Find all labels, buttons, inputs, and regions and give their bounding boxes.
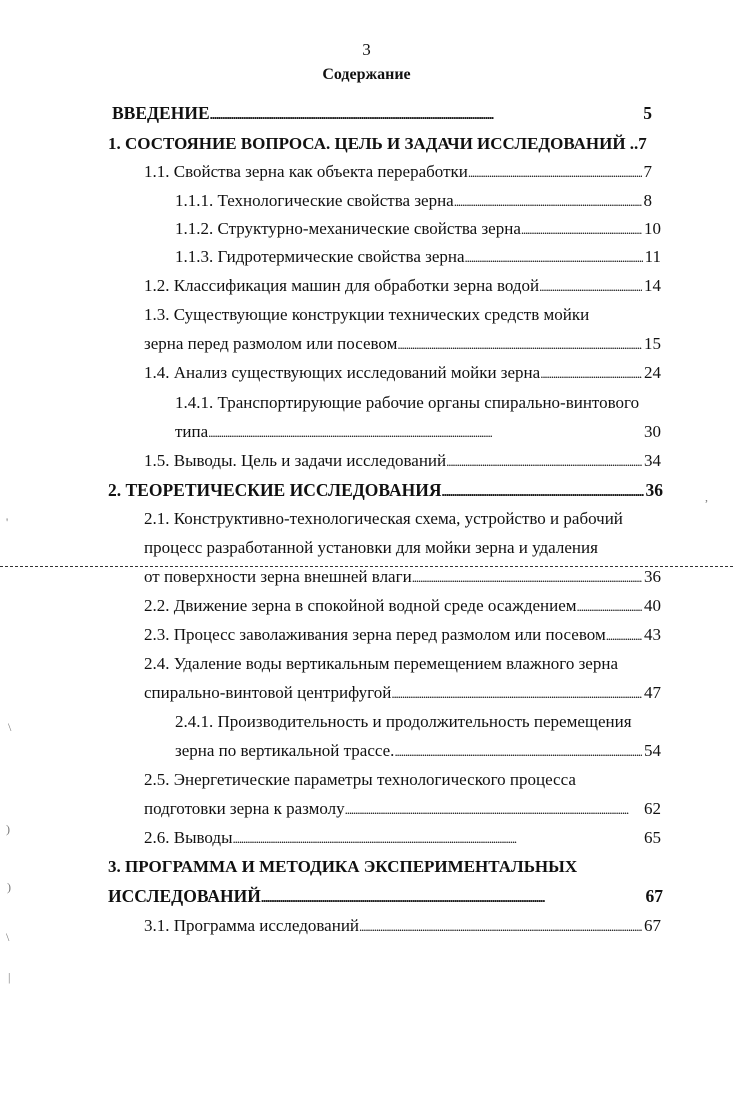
toc-chapter-3-line1[interactable]: 3. ПРОГРАММА И МЕТОДИКА ЭКСПЕРИМЕНТАЛЬНЫХ [108, 857, 578, 876]
toc-entry-1-3-line1[interactable]: 1.3. Существующие конструкции технических средств мойки [144, 305, 590, 324]
scan-speck: , [705, 490, 708, 504]
toc-entry-title: 3.1. Программа исследований [144, 916, 360, 935]
toc-page-number: 30 [644, 422, 661, 441]
toc-page-number: 15 [644, 334, 661, 353]
toc-page-number: 36 [645, 480, 663, 500]
toc-page-number: 62 [644, 799, 661, 818]
dot-leader [446, 449, 642, 474]
dot-leader [394, 739, 642, 764]
toc-entry-2-5-line1[interactable]: 2.5. Энергетические параметры технологического процесса [144, 770, 576, 789]
dot-leader [521, 217, 642, 242]
dot-leader [261, 884, 644, 910]
toc-page-number: 7 [643, 162, 652, 181]
toc-entry-1-2[interactable] [144, 274, 661, 298]
scan-speck: | [8, 970, 11, 984]
toc-entry-1-1-2[interactable] [175, 217, 661, 241]
dot-leader [468, 160, 642, 185]
toc-entry-1-1[interactable] [144, 160, 652, 184]
toc-page-number: 14 [644, 276, 661, 295]
toc-page-number: 36 [644, 567, 661, 586]
toc-entry-title: 1.2. Классификация машин для обработки зерна водой [144, 276, 540, 295]
dot-leader [345, 797, 642, 822]
toc-entry-title: ВВЕДЕНИЕ [112, 103, 210, 123]
toc-entry-1-1-1[interactable] [175, 189, 652, 213]
page-title: Содержание [322, 66, 411, 83]
toc-entry-title: 1.5. Выводы. Цель и задачи исследований [144, 451, 447, 470]
toc-entry-title: ИССЛЕДОВАНИЙ [108, 886, 261, 906]
dot-leader [210, 101, 642, 127]
toc-entry-2-4-1[interactable] [175, 739, 661, 763]
toc-entry-1-3[interactable] [144, 332, 661, 356]
toc-page-number: 5 [643, 103, 652, 123]
toc-entry-2-3[interactable] [144, 623, 661, 647]
toc-page-number: 54 [644, 741, 661, 760]
scan-speck: \ [6, 930, 10, 944]
toc-chapter-2[interactable] [108, 478, 663, 502]
toc-entry-1-4-1[interactable] [175, 420, 661, 444]
toc-page-number: 8 [643, 191, 652, 210]
dot-leader [397, 332, 642, 357]
dot-leader [412, 565, 642, 590]
dot-leader [233, 826, 642, 851]
toc-entry-title: подготовки зерна к размолу [144, 799, 345, 818]
toc-page-number: 34 [644, 451, 661, 470]
toc-entry-intro[interactable] [112, 101, 652, 125]
scan-speck: ) [7, 880, 11, 894]
dot-leader [465, 245, 643, 270]
page-number: 3 [362, 40, 371, 59]
toc-entry-title: типа [175, 422, 209, 441]
toc-entry-title: спирально-винтовой центрифугой [144, 683, 392, 702]
toc-entry-2-2[interactable] [144, 594, 661, 618]
toc-entry-2-1-line1[interactable]: 2.1. Конструктивно-технологическая схема, устройство и рабочий [144, 509, 623, 528]
toc-entry-title: 2.2. Движение зерна в спокойной водной среде осаждением [144, 596, 577, 615]
toc-entry-2-4-1-line1[interactable]: 2.4.1. Производительность и продолжительность перемещения [175, 712, 632, 731]
toc-page-number: 11 [644, 247, 661, 266]
toc-page-number: 47 [644, 683, 661, 702]
toc-page-number: 43 [644, 625, 661, 644]
toc-entry-2-4-line1[interactable]: 2.4. Удаление воды вертикальным перемещением влажного зерна [144, 654, 618, 673]
scan-speck: ) [6, 822, 10, 836]
dot-leader [391, 681, 642, 706]
toc-entry-2-1[interactable] [144, 565, 661, 589]
toc-page-number: 67 [645, 886, 663, 906]
dot-leader [577, 594, 642, 619]
toc-page-number: 24 [644, 363, 661, 382]
scan-speck: ' [6, 515, 9, 529]
dot-leader [454, 189, 642, 214]
toc-chapter-3[interactable] [108, 884, 663, 908]
dot-leader [208, 420, 642, 445]
toc-page-number: 65 [644, 828, 661, 847]
toc-entry-title: 2. ТЕОРЕТИЧЕСКИЕ ИССЛЕДОВАНИЯ [108, 480, 442, 500]
toc-entry-title: зерна перед размолом или посевом [144, 334, 398, 353]
toc-entry-1-4-1-line1[interactable]: 1.4.1. Транспортирующие рабочие органы спирально-винтового [175, 393, 640, 412]
toc-entry-title: 1.1.1. Технологические свойства зерна [175, 191, 454, 210]
toc-entry-title: 1.4. Анализ существующих исследований мойки зерна [144, 363, 541, 382]
toc-entry-title: 1.1.3. Гидротермические свойства зерна [175, 247, 465, 266]
toc-entry-1-4[interactable] [144, 361, 661, 385]
toc-page-number: 67 [644, 916, 661, 935]
toc-entry-3-1[interactable] [144, 914, 661, 938]
toc-entry-title: зерна по вертикальной трассе. [175, 741, 395, 760]
dot-leader [359, 914, 642, 939]
toc-entry-2-4[interactable] [144, 681, 661, 705]
dot-leader [539, 274, 642, 299]
toc-entry-1-1-3[interactable] [175, 245, 661, 269]
toc-chapter-1[interactable]: 1. СОСТОЯНИЕ ВОПРОСА. ЦЕЛЬ И ЗАДАЧИ ИССЛЕДОВАНИЙ ..7 [108, 134, 647, 153]
dot-leader [606, 623, 642, 648]
toc-entry-title: 1.1.2. Структурно-механические свойства зерна [175, 219, 521, 238]
toc-entry-title: 2.6. Выводы [144, 828, 233, 847]
toc-page-number: 10 [644, 219, 661, 238]
dot-leader [540, 361, 642, 386]
toc-entry-title: 2.3. Процесс заволаживания зерна перед размолом или посевом [144, 625, 606, 644]
toc-entry-1-5[interactable] [144, 449, 661, 473]
toc-entry-2-1-line2[interactable]: процесс разработанной установки для мойки зерна и удаления [144, 538, 598, 557]
dot-leader [442, 478, 644, 504]
scan-speck: \ [8, 720, 12, 734]
toc-page-number: 40 [644, 596, 661, 615]
toc-entry-title: 1.1. Свойства зерна как объекта переработки [144, 162, 468, 181]
toc-entry-title: от поверхности зерна внешней влаги [144, 567, 412, 586]
toc-entry-2-5[interactable] [144, 797, 661, 821]
toc-entry-2-6[interactable] [144, 826, 661, 850]
